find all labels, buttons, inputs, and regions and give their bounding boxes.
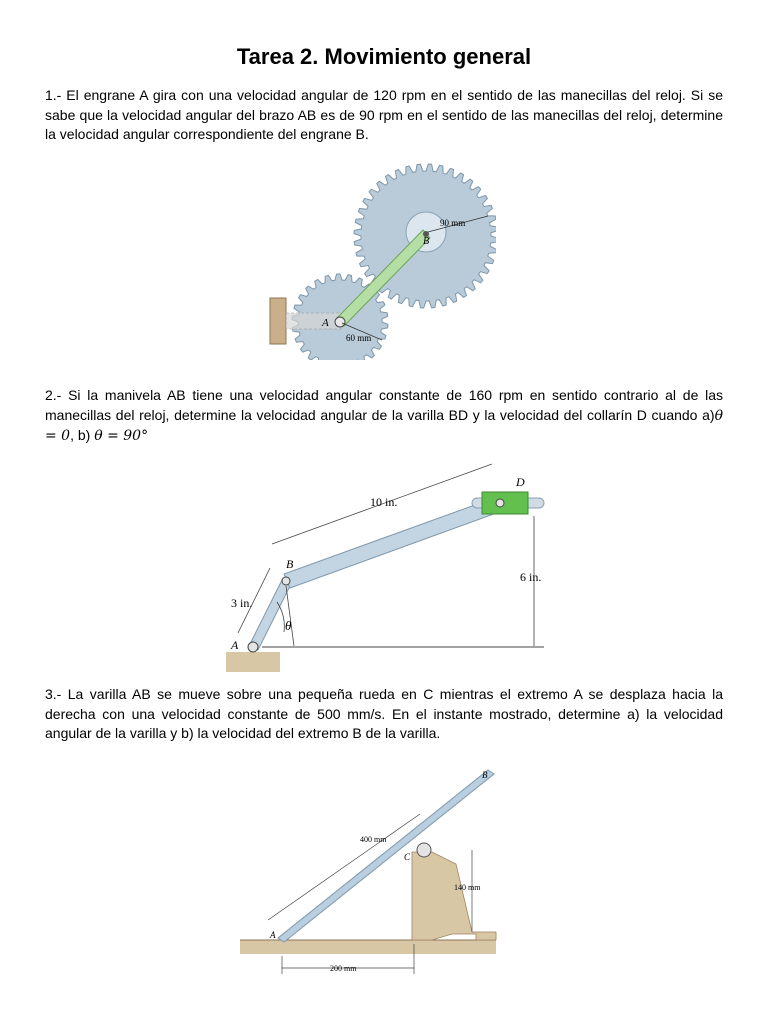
wheel-c: [417, 843, 431, 857]
bracket: [286, 313, 341, 329]
problem-1-text: 1.- El engrane A gira con una velocidad angular de 120 rpm en el sentido de las manecillas del reloj. Si se sabe que la velocidad angular del brazo AB es de 90 rpm en el sentido de las manecillas del reloj, determine la velocidad angular correspondiente del engrane B.: [45, 87, 723, 142]
ground: [240, 940, 496, 954]
condition-a-prefix: a): [702, 406, 715, 423]
wall-support: [270, 298, 286, 344]
pin-a: [248, 642, 258, 652]
figure-crank-slider: [222, 456, 552, 676]
ground-a: [226, 652, 280, 672]
pin-a: [335, 317, 345, 327]
collar-d: [482, 492, 528, 514]
problem-3-text: 3.- La varilla AB se mueve sobre una pequeña rueda en C mientras el extremo A se desplaza hacia la derecha con una velocidad constante de 500 mm/s. En el instante mostrado, determine a) la velocidad angular de la varilla y b) la velocidad del extremo B de la varilla.: [45, 686, 723, 741]
dim-140mm: 140 mm: [454, 883, 481, 892]
dim-90mm: 90 mm: [440, 218, 466, 228]
dim-6in: 6 in.: [520, 570, 542, 584]
theta-ref-line: [286, 586, 294, 646]
support-block: [412, 852, 496, 940]
dim-10in: 10 in.: [370, 495, 398, 509]
label-d: D: [516, 475, 525, 489]
label-a: A: [322, 317, 329, 329]
page-title: Tarea 2. Movimiento general: [236, 44, 532, 69]
condition-sep: , b): [70, 427, 95, 443]
dim-3in: 3 in.: [231, 596, 253, 610]
problem-2-text: [45, 386, 723, 447]
theta-label: θ: [285, 618, 292, 633]
pin-d: [496, 499, 504, 507]
label-b: B: [482, 770, 488, 780]
figure-gears: [266, 160, 496, 360]
condition-a: θ = 0: [45, 407, 724, 444]
label-a: A: [231, 638, 239, 652]
dim-60mm: 60 mm: [346, 333, 372, 343]
label-b: B: [423, 236, 430, 247]
label-c: C: [404, 852, 411, 862]
rod-bd: [284, 497, 502, 588]
dim-400mm: 400 mm: [360, 835, 387, 844]
dim-200mm: 200 mm: [330, 964, 357, 973]
pin-b: [282, 577, 290, 585]
condition-b: θ = 90°: [94, 428, 149, 444]
dim-rod-line: [268, 814, 420, 920]
crank-ab: [249, 578, 292, 650]
problem-2-main: 2.- Si la manivela AB tiene una velocidad angular constante de 160 rpm en sentido contrario al de las manecillas del reloj, determine la velocidad angular de la varilla BD y la velocidad del collarín D cuando: [45, 387, 723, 423]
label-a: A: [270, 930, 276, 940]
label-b: B: [286, 557, 294, 571]
figure-rod-wheel: [240, 756, 500, 984]
